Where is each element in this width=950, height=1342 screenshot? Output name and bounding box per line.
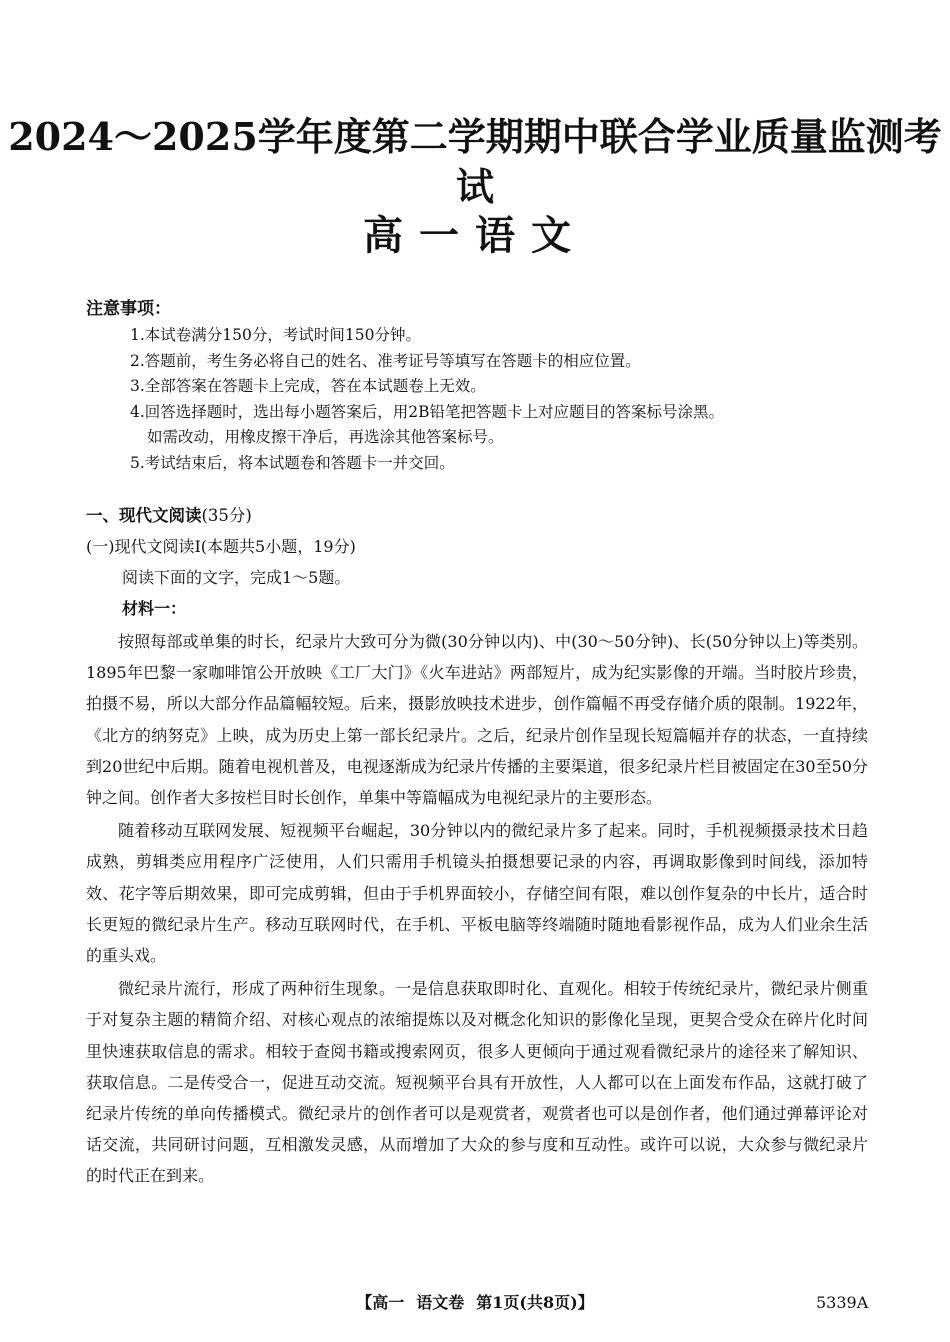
footer-subject: 语文卷 (416, 1293, 465, 1312)
material-label: 材料一： (122, 599, 187, 618)
subject-title: 高一语文 (363, 212, 587, 259)
notice-item: 1.本试卷满分150分，考试时间150分钟。 (130, 326, 421, 344)
notice-item: 5.考试结束后，将本试题卷和答题卡一并交回。 (130, 453, 455, 472)
section-heading (86, 504, 252, 528)
reading-instruction: 阅读下面的文字，完成1～5题。 (122, 568, 351, 587)
subsection-heading: (一)现代文阅读Ⅰ(本题共5小题，19分) (86, 537, 356, 556)
notice-item-continuation: 如需改动，用橡皮擦干净后，再选涂其他答案标号。 (147, 428, 504, 447)
notice-item: 3.全部答案在答题卡上完成，答在本试题卷上无效。 (130, 377, 486, 396)
material-text (86, 626, 868, 1194)
notice-item: 2.答题前，考生务必将自己的姓名、准考证号等填写在答题卡的相应位置。 (130, 351, 641, 370)
paper-code: 5339A (816, 1293, 869, 1312)
notice-list (130, 323, 880, 477)
paragraph: 随着移动互联网发展、短视频平台崛起，30分钟以内的微纪录片多了起来。同时，手机视频摄录技术日趋成熟，剪辑类应用程序广泛使用，人们只需用手机镜头拍摄想要记录的内容，再调取影像到时间线，添加特效、花字等后期效果，即可完成剪辑，但由于手机界面较小，存储空间有限，难以创作复杂的中长片，适合时长更短的微纪录片生产。移动互联网时代，在手机、平板电脑等终端随时随地看影视作品，成为人们业余生活的重头戏。 (86, 821, 868, 966)
exam-title: 2024～2025学年度第二学期期中联合学业质量监测考试 (8, 114, 942, 209)
paragraph: 按照每部或单集的时长，纪录片大致可分为微(30分钟以内)、中(30～50分钟)、长(50分钟以上)等类别。1895年巴黎一家咖啡馆公开放映《工厂大门》《火车进站》两部短片，成为纪实影像的开端。当时胶片珍贵，拍摄不易，所以大部分作品篇幅较短。后来，摄影放映技术进步，创作篇幅不再受存储介质的限制。1922年，《北方的纳努克》上映，成为历史上第一部长纪录片。之后，纪录片创作呈现长短篇幅并存的状态，一直持续到20世纪中后期。随着电视机普及，电视逐渐成为纪录片传播的主要渠道，很多纪录片栏目被固定在30至50分钟之间。创作者大多按栏目时长创作，单集中等篇幅成为电视纪录片的主要形态。 (86, 632, 868, 808)
section-score: (35分) (201, 506, 252, 525)
section-title: 一、现代文阅读 (86, 506, 202, 525)
footer-grade: 【高一 (356, 1293, 405, 1312)
page-footer (0, 1291, 950, 1315)
paragraph: 微纪录片流行，形成了两种衍生现象。一是信息获取即时化、直观化。相较于传统纪录片，微纪录片侧重于对复杂主题的精简介绍、对核心观点的浓缩提炼以及对概念化知识的影像化呈现，更契合受众在碎片化时间里快速获取信息的需求。相较于查阅书籍或搜索网页，很多人更倾向于通过观看微纪录片的途径来了解知识、获取信息。二是传受合一，促进互动交流。短视频平台具有开放性，人人都可以在上面发布作品，这就打破了纪录片传统的单向传播模式。微纪录片的创作者可以是观赏者，观赏者也可以是创作者，他们通过弹幕评论对话交流，共同研讨问题，互相激发灵感，从而增加了大众的参与度和互动性。或许可以说，大众参与微纪录片的时代正在到来。 (86, 979, 868, 1186)
notice-heading: 注意事项： (86, 299, 171, 319)
footer-page-number: 第1页(共8页)】 (476, 1293, 594, 1312)
notice-item: 4.回答选择题时，选出每小题答案后，用2B铅笔把答题卡上对应题目的答案标号涂黑。 (130, 402, 725, 421)
